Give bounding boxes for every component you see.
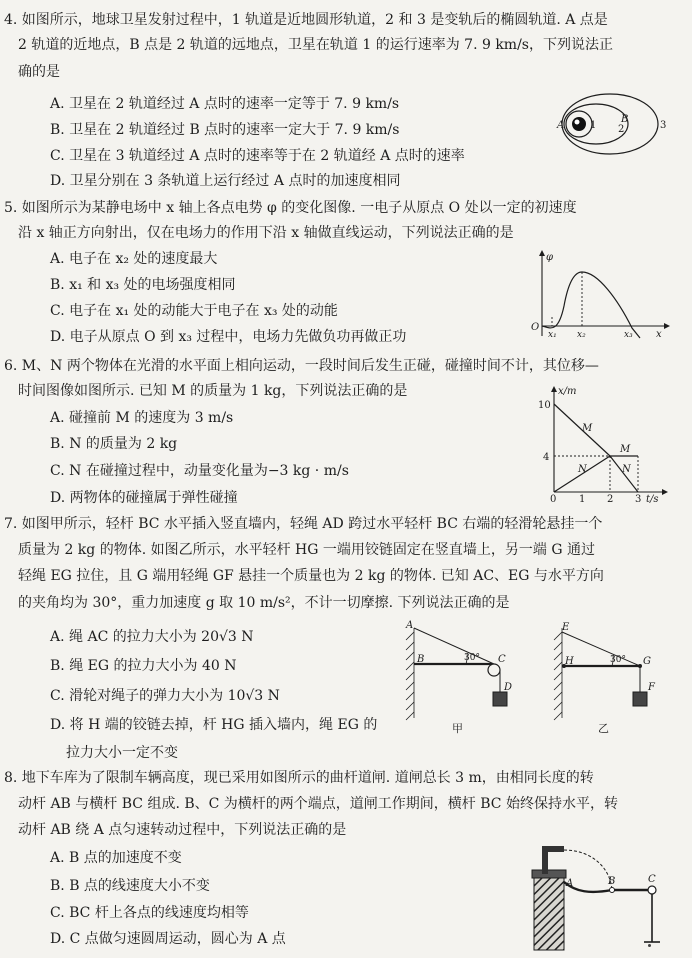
q8-stem-line-2: 动杆 AB 与横杆 BC 组成. B、C 为横杆的两个端点，道闸工作期间，横杆 BC 始终保持水平，转 — [18, 796, 618, 812]
label-m-after: M — [620, 444, 631, 455]
label-n-before: N — [578, 464, 587, 475]
q4-stem-line-3: 确的是 — [18, 64, 60, 80]
q7-stem-line-2: 质量为 2 kg 的物体. 如图乙所示，水平轻杆 HG 一端用铰链固定在竖直墙上，另一端 G 通过 — [18, 542, 595, 558]
orbit-label-a: A — [557, 120, 565, 131]
q7-stem-line-1: 7. 如图甲所示，轻杆 BC 水平插入竖直墙内，轻绳 AD 跨过水平轻杆 BC 右端的轻滑轮悬挂一个 — [4, 516, 603, 532]
label-origin: O — [531, 322, 540, 333]
potential-graph — [528, 250, 670, 338]
weight-d — [493, 692, 507, 706]
q5-stem-line-1: 5. 如图所示为某静电场中 x 轴上各点电势 φ 的变化图像. 一电子从原点 O 处以一定的初速度 — [4, 200, 577, 216]
label-3: 3 — [635, 494, 642, 505]
q8-option-b: B. B 点的线速度大小不变 — [50, 878, 210, 894]
yi-caption: 乙 — [598, 722, 609, 735]
point-b — [610, 888, 615, 893]
gate-post — [534, 876, 564, 950]
figure-jia — [400, 620, 540, 740]
weight-f — [633, 692, 647, 706]
pulley — [488, 664, 500, 676]
q7-option-a: A. 绳 AC 的拉力大小为 20√3 N — [50, 629, 254, 645]
label-x1: x₁ — [548, 330, 557, 340]
t-axis-arrow — [662, 489, 668, 495]
x-axis-arrow — [551, 386, 557, 392]
jia-label-d: D — [504, 682, 513, 693]
q8-stem-line-3: 动杆 AB 绕 A 点匀速转动过程中，下列说法正确的是 — [18, 822, 347, 838]
orbit-label-b: B — [621, 114, 629, 125]
q5-option-c: C. 电子在 x₁ 处的动能大于电子在 x₃ 处的动能 — [50, 303, 338, 319]
gate-label-c: C — [648, 874, 656, 885]
q8-option-d: D. C 点做匀速圆周运动，圆心为 A 点 — [50, 931, 286, 947]
q7-option-d-cont: 拉力大小一定不变 — [66, 745, 178, 761]
label-x3: x₃ — [624, 330, 633, 340]
phi-curve — [542, 272, 640, 338]
label-phi: φ — [546, 252, 554, 263]
yi-label-h: H — [565, 656, 574, 667]
jia-label-30: 30° — [464, 653, 480, 663]
label-0: 0 — [550, 494, 557, 505]
yi-label-f: F — [648, 682, 655, 693]
q6-stem-line-1: 6. M、N 两个物体在光滑的水平面上相向运动，一段时间后发生正碰，碰撞时间不计，其位移— — [4, 358, 599, 374]
jia-caption: 甲 — [452, 722, 463, 735]
jia-label-a: A — [406, 620, 414, 631]
yi-label-g: G — [643, 656, 651, 667]
rope-ac — [414, 628, 494, 664]
page-mark — [648, 944, 651, 947]
yi-label-e: E — [562, 622, 570, 633]
q4-option-b: B. 卫星在 2 轨道经过 B 点时的速率一定大于 7. 9 km/s — [50, 122, 400, 138]
label-t-unit: t/s — [646, 494, 659, 505]
q6-option-a: A. 碰撞前 M 的速度为 3 m/s — [50, 410, 234, 426]
q7-stem-line-3: 轻绳 EG 拉住，且 G 端用轻绳 GF 悬挂一个质量也为 2 kg 的物体. 已知 AC、EG 与水平方向 — [18, 568, 604, 584]
orbit-label-3: 3 — [660, 120, 667, 131]
label-2: 2 — [607, 494, 614, 505]
yi-label-30: 30° — [610, 655, 626, 665]
label-10: 10 — [538, 400, 551, 411]
q8-option-c: C. BC 杆上各点的线速度均相等 — [50, 905, 249, 921]
label-m-before: M — [582, 423, 593, 434]
label-n-after: N — [622, 464, 631, 475]
q7-stem-line-4: 的夹角均为 30°，重力加速度 g 取 10 m/s²，不计一切摩擦. 下列说法正确的是 — [18, 595, 510, 611]
y-axis-arrow — [539, 250, 545, 256]
q8-option-a: A. B 点的加速度不变 — [50, 850, 182, 866]
label-4: 4 — [543, 452, 550, 463]
gate-post-cap — [532, 870, 566, 878]
q4-option-c: C. 卫星在 3 轨道经过 A 点时的速率等于在 2 轨道经 A 点时的速率 — [50, 148, 465, 164]
xt-graph — [532, 384, 672, 504]
q5-option-a: A. 电子在 x₂ 处的速度最大 — [50, 251, 218, 267]
raised-arm-top — [542, 846, 564, 852]
q7-option-d: D. 将 H 端的铰链去掉，杆 HG 插入墙内，绳 EG 的 — [50, 717, 378, 733]
figure-yi — [548, 620, 678, 740]
q8-stem-line-1: 8. 地下车库为了限制车辆高度，现已采用如图所示的曲杆道闸. 道闸总长 3 m，由相同长度的转 — [4, 770, 594, 786]
q7-option-b: B. 绳 EG 的拉力大小为 40 N — [50, 658, 237, 674]
label-1: 1 — [579, 494, 586, 505]
q5-option-b: B. x₁ 和 x₃ 处的电场强度相同 — [50, 277, 236, 293]
orbit-label-2: 2 — [618, 124, 625, 135]
q6-stem-line-2: 时间图像如图所示. 已知 M 的质量为 1 kg，下列说法正确的是 — [18, 383, 408, 399]
q5-option-d: D. 电子从原点 O 到 x₃ 过程中，电场力先做负功再做正功 — [50, 329, 407, 345]
label-x: x — [656, 329, 662, 340]
earth — [572, 117, 586, 131]
label-x2: x₂ — [577, 330, 586, 340]
q4-option-d: D. 卫星分别在 3 条轨道上运行经过 A 点时的加速度相同 — [50, 173, 401, 189]
point-c — [648, 886, 656, 894]
q4-stem-line-1: 4. 如图所示，地球卫星发射过程中，1 轨道是近地圆形轨道，2 和 3 是变轨后的椭圆轨道. A 点是 — [4, 12, 608, 28]
gate-label-b: B — [608, 876, 616, 887]
jia-label-b: B — [417, 654, 425, 665]
q6-option-b: B. N 的质量为 2 kg — [50, 436, 178, 452]
gate-label-a: A — [566, 878, 574, 889]
orbit-label-1: 1 — [590, 120, 597, 131]
x-axis-arrow — [664, 323, 670, 329]
q6-option-c: C. N 在碰撞过程中，动量变化量为−3 kg · m/s — [50, 463, 349, 479]
q4-stem-line-2: 2 轨道的近地点，B 点是 2 轨道的远地点，卫星在轨道 1 的运行速率为 7. 9 km/s，下列说法正 — [18, 37, 613, 53]
orbit-diagram — [557, 92, 670, 156]
q7-option-c: C. 滑轮对绳子的弹力大小为 10√3 N — [50, 688, 280, 704]
q4-option-a: A. 卫星在 2 轨道经过 A 点时的速率一定等于 7. 9 km/s — [50, 96, 400, 112]
q6-option-d: D. 两物体的碰撞属于弹性碰撞 — [50, 490, 238, 506]
jia-label-c: C — [498, 654, 506, 665]
earth-highlight — [575, 120, 580, 125]
label-x-unit: x/m — [558, 386, 577, 397]
barrier-gate-figure — [528, 840, 678, 952]
q5-stem-line-2: 沿 x 轴正方向射出，仅在电场力的作用下沿 x 轴做直线运动，下列说法正确的是 — [18, 225, 514, 241]
